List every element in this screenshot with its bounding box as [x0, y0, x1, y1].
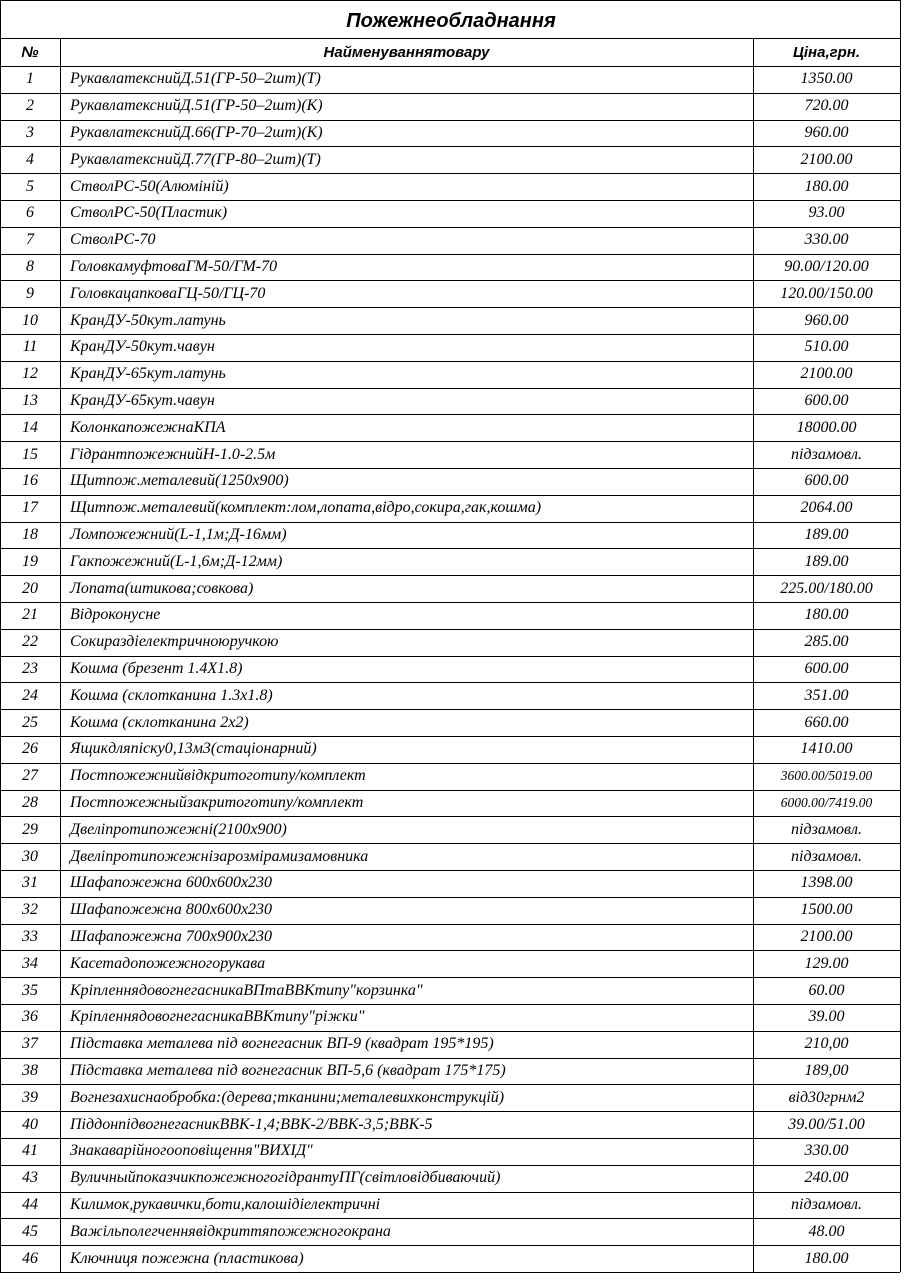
row-number: 43	[22, 1169, 38, 1187]
row-name: ВуличныйпоказчикпожежногогідрантуПГ(світловідбиваючий)	[70, 1169, 501, 1187]
row-price: 180.00	[804, 1249, 849, 1267]
row-number: 7	[26, 231, 34, 249]
row-number: 25	[22, 713, 38, 731]
row-number: 17	[22, 499, 38, 517]
row-name: КранДУ-65кут.латунь	[70, 365, 226, 383]
row-price: 189.00	[804, 552, 849, 570]
row-name: Шафапожежна 600х600х230	[70, 874, 273, 892]
row-name: Килимок,рукавички,боти,калошідіелектричні	[70, 1195, 381, 1213]
row-name: Гакпожежний(L-1,6м;Д-12мм)	[70, 552, 283, 570]
row-price: 2100.00	[800, 150, 853, 168]
row-price: 180.00	[804, 606, 849, 624]
row-price: 39.00	[808, 1008, 845, 1026]
row-price: 600.00	[804, 391, 849, 409]
row-name: Постпожежныйзакритоготипу/комплект	[70, 793, 364, 811]
row-number: 21	[22, 606, 38, 624]
row-price: 39.00/51.00	[788, 1115, 865, 1133]
row-name: КранДУ-50кут.чавун	[70, 338, 215, 356]
row-name: ГоловкацапковаГЦ-50/ГЦ-70	[70, 284, 266, 302]
row-name: Щитпож.металевий(1250х900)	[70, 472, 289, 490]
row-border	[0, 1272, 900, 1273]
row-price: 60.00	[808, 981, 845, 999]
row-name: Двеліпротипожежнізарозмірамизамовника	[70, 847, 369, 865]
row-price: 720.00	[804, 97, 849, 115]
row-price: 660.00	[804, 713, 849, 731]
row-number: 33	[22, 927, 38, 945]
row-price: 120.00/150.00	[780, 284, 873, 302]
header-name: Найменуваннятовару	[323, 43, 490, 61]
row-price: 1410.00	[800, 740, 853, 758]
row-price: підзамовл.	[791, 445, 862, 463]
row-number: 13	[22, 391, 38, 409]
row-name: Лопата(штикова;совкова)	[70, 579, 254, 597]
row-number: 35	[22, 981, 38, 999]
table-border-top	[0, 0, 900, 1]
row-price: 1500.00	[800, 901, 853, 919]
row-name: СтволРС-50(Пластик)	[70, 204, 228, 222]
header-price: Ціна,грн.	[792, 43, 861, 61]
row-name: Щитпож.металевий(комплект:лом,лопата,відро,сокира,гак,кошма)	[70, 499, 542, 517]
row-price: 510.00	[804, 338, 849, 356]
row-name: КріпленнядовогнегасникаВПтаВВКтипу"корзинка"	[70, 981, 423, 999]
row-number: 10	[22, 311, 38, 329]
row-number: 46	[22, 1249, 38, 1267]
row-name: Постпожежнийвідкритоготипу/комплект	[70, 767, 366, 785]
row-price: 1398.00	[800, 874, 853, 892]
row-price: 210,00	[804, 1035, 849, 1053]
row-number: 40	[22, 1115, 38, 1133]
row-price: 18000.00	[796, 418, 857, 436]
row-name: РукавлатекснийД.51(ГР-50–2шт)(К)	[70, 97, 323, 115]
row-name: Ящикдляпіску0,13м3(стаціонарний)	[70, 740, 317, 758]
row-price: 330.00	[804, 1142, 849, 1160]
row-price: 1350.00	[800, 70, 853, 88]
row-number: 36	[22, 1008, 38, 1026]
row-price: 48.00	[808, 1222, 845, 1240]
row-name: Підставка металева під вогнегасник ВП-9 (квадрат 195*195)	[70, 1035, 494, 1053]
row-number: 6	[26, 204, 34, 222]
row-name: РукавлатекснийД.66(ГР-70–2шт)(К)	[70, 123, 323, 141]
row-number: 20	[22, 579, 38, 597]
row-name: СтволРС-70	[70, 231, 156, 249]
row-price: 960.00	[804, 311, 849, 329]
row-number: 14	[22, 418, 38, 436]
row-number: 22	[22, 633, 38, 651]
row-number: 34	[22, 954, 38, 972]
row-number: 16	[22, 472, 38, 490]
row-number: 23	[22, 659, 38, 677]
row-number: 24	[22, 686, 38, 704]
row-price: 225.00/180.00	[780, 579, 873, 597]
row-price: 351.00	[804, 686, 849, 704]
row-price: 285.00	[804, 633, 849, 651]
row-price: 3600.00/5019.00	[780, 768, 873, 784]
row-number: 27	[22, 767, 38, 785]
row-price: підзамовл.	[791, 1195, 862, 1213]
row-number: 15	[22, 445, 38, 463]
row-name: КріпленнядовогнегасникаВВКтипу"ріжки"	[70, 1008, 365, 1026]
row-number: 30	[22, 847, 38, 865]
row-name: Кошма (склотканина 2х2)	[70, 713, 249, 731]
row-number: 44	[22, 1195, 38, 1213]
row-number: 26	[22, 740, 38, 758]
row-number: 3	[26, 123, 34, 141]
row-number: 41	[22, 1142, 38, 1160]
row-name: РукавлатекснийД.77(ГР-80–2шт)(Т)	[70, 150, 321, 168]
row-name: Вогнезахиснаобробка:(дерева;тканини;металевихконструкцій)	[70, 1088, 505, 1106]
table-border-right	[900, 0, 901, 1272]
row-name: Ключниця пожежна (пластикова)	[70, 1249, 304, 1267]
row-number: 1	[26, 70, 34, 88]
row-number: 11	[22, 338, 38, 356]
row-name: Ломпожежний(L-1,1м;Д-16мм)	[70, 525, 287, 543]
row-price: підзамовл.	[791, 847, 862, 865]
row-price: 600.00	[804, 659, 849, 677]
row-price: 960.00	[804, 123, 849, 141]
row-price: 2100.00	[800, 365, 853, 383]
row-name: Сокираздіелектричноюручкою	[70, 633, 279, 651]
row-number: 2	[26, 97, 34, 115]
row-number: 39	[22, 1088, 38, 1106]
row-name: СтволРС-50(Алюміній)	[70, 177, 229, 195]
row-name: Шафапожежна 700х900х230	[70, 927, 273, 945]
row-name: Кошма (склотканина 1.3х1.8)	[70, 686, 273, 704]
row-price: 180.00	[804, 177, 849, 195]
row-number: 19	[22, 552, 38, 570]
row-name: Підставка металева під вогнегасник ВП-5,6 (квадрат 175*175)	[70, 1061, 506, 1079]
row-price: 330.00	[804, 231, 849, 249]
row-name: Знакаварійногооповіщення"ВИХІД"	[70, 1142, 313, 1160]
row-price: 93.00	[808, 204, 845, 222]
row-price: 600.00	[804, 472, 849, 490]
row-number: 37	[22, 1035, 38, 1053]
row-number: 9	[26, 284, 34, 302]
row-name: ГідрантпожежнийН-1.0-2.5м	[70, 445, 276, 463]
row-price: 2100.00	[800, 927, 853, 945]
row-price: підзамовл.	[791, 820, 862, 838]
row-price: 2064.00	[800, 499, 853, 517]
row-number: 12	[22, 365, 38, 383]
row-name: КранДУ-50кут.латунь	[70, 311, 226, 329]
row-number: 8	[26, 257, 34, 275]
row-number: 45	[22, 1222, 38, 1240]
row-price: 240.00	[804, 1169, 849, 1187]
row-number: 28	[22, 793, 38, 811]
row-price: 129.00	[804, 954, 849, 972]
row-number: 5	[26, 177, 34, 195]
row-number: 38	[22, 1061, 38, 1079]
row-price: 189.00	[804, 525, 849, 543]
row-name: Шафапожежна 800х600х230	[70, 901, 273, 919]
row-number: 31	[22, 874, 38, 892]
row-number: 18	[22, 525, 38, 543]
row-price: від30грнм2	[788, 1088, 865, 1106]
table-title: Пожежнеобладнання	[346, 9, 556, 32]
row-number: 32	[22, 901, 38, 919]
row-price: 90.00/120.00	[784, 257, 869, 275]
row-name: РукавлатекснийД.51(ГР-50–2шт)(Т)	[70, 70, 321, 88]
row-name: Відроконусне	[70, 606, 161, 624]
row-name: Кошма (брезент 1.4Х1.8)	[70, 659, 243, 677]
row-name: Касетадопожежногорукава	[70, 954, 266, 972]
row-number: 29	[22, 820, 38, 838]
row-name: ГоловкамуфтоваГМ-50/ГМ-70	[70, 257, 278, 275]
row-name: КолонкапожежнаКПА	[70, 418, 226, 436]
header-num: №	[21, 43, 39, 61]
row-price: 189,00	[804, 1061, 849, 1079]
row-name: Важільполегченнявідкриттяпожежногокрана	[70, 1222, 391, 1240]
row-name: КранДУ-65кут.чавун	[70, 391, 215, 409]
row-name: Двеліпротипожежні(2100х900)	[70, 820, 287, 838]
row-price: 6000.00/7419.00	[780, 794, 873, 810]
row-name: ПіддонпідвогнегасникВВК-1,4;ВВК-2/ВВК-3,5;ВВК-5	[70, 1115, 433, 1133]
row-number: 4	[26, 150, 34, 168]
